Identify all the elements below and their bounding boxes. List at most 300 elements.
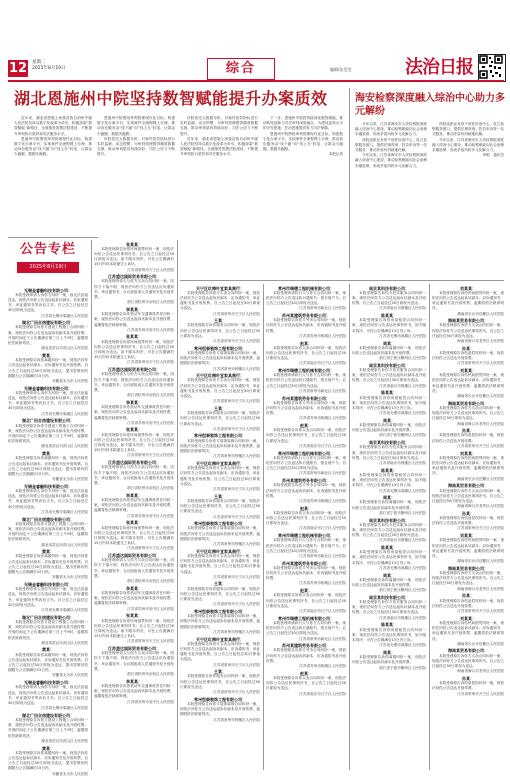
- notice-title: 无锡金睿融科技有限公司：: [24, 483, 72, 489]
- notice-body: 本院受理原告诉你民间借贷纠纷一案，现依法向你公告送达起诉状副本、应诉通知书、举证通知书及开庭传票，逾期将依法缺席判决。: [432, 290, 504, 311]
- notice-title: 张某某：: [126, 241, 142, 247]
- notice-title: 陈某某：: [381, 313, 397, 319]
- notice-body: 本院受理原告诉你方建设工程施工合同纠纷一案，现依法向你公告送达起诉状副本及开庭传票。开庭时间定于公告期满后第三日上午9时，逾期将依法缺席判决。: [8, 325, 88, 346]
- notice-body: 本院受理原告诉你民间借贷纠纷一案，现依法向你公告送达起诉状副本、应诉通知书、举证通知书及开庭传票，逾期将依法缺席判决。: [432, 620, 504, 641]
- notice-title: 江苏盛达国际贸易有限公司：: [108, 553, 160, 559]
- notice-court: 江苏省无锡市梁溪区人民法院: [41, 411, 88, 416]
- notices-column-3: [180, 284, 260, 770]
- notice-court: 湖北省武汉市洪山区人民法院: [41, 640, 88, 645]
- notice-body: 本院受理申请人诉你方纠纷一案，因无法直接送达，现依法向你公告送达起诉状副本、应诉通知书、举证通知书等诉讼文书。自公告之日起经过30日即视为送达。: [8, 685, 88, 705]
- notice-title: 江苏盛达国际贸易有限公司：: [108, 274, 160, 280]
- notice-title: 李某某：: [126, 585, 142, 591]
- notice-title: 刘某某：: [460, 450, 476, 456]
- notice-body: 本院受理原告诉你民间借贷纠纷一案，现依法向你公告送达民事判决书。自公告之日起经过30日即视为送达。如不服本判决，可在公告期满后15日内向本院递交上诉状。: [94, 339, 174, 360]
- notice-court: 湖北省武汉市洪山区人民法院: [41, 738, 88, 743]
- notice-title: 李某某：: [126, 678, 142, 684]
- newspaper-logo: 法治日报: [405, 57, 473, 78]
- notice-court: 江苏省南京市江宁区人民法院: [299, 608, 346, 613]
- column-divider: [429, 284, 430, 770]
- notice-title: 苏州某建筑劳务有限公司：: [282, 560, 330, 566]
- notice-body: 本院受理原告诉你方技术服务合同纠纷一案，现依法向你方公告送达起诉状副本及开庭传票。自公告之日起经过30日即视为送达。: [352, 445, 426, 460]
- lead-article-col4: [263, 116, 343, 276]
- notice-court: 江苏省常州市天宁区人民法院: [213, 311, 260, 316]
- notice-court: 江苏省南京市江宁区人民法院: [299, 691, 346, 696]
- notice-title: 湖北广田合信建设有限公司：: [22, 418, 74, 424]
- notice-court: 江苏省常州市新北区人民法院: [299, 388, 346, 393]
- notice-body: 本院受理原告诉你方技术服务合同纠纷一案，现依法向你方公告送达起诉状副本及开庭传票。自公告之日起经过30日即视为送达。: [352, 290, 426, 306]
- notice-title: 常州市瑞德工程机械有限公司：: [278, 533, 334, 539]
- notice-body: 本院受理原告诉你民间借贷纠纷一案，现依法向你公告送达民事判决书。自公告之日起经过30日即视为送达。如不服本判决，可在公告期满后15日内向本院递交上诉状。: [94, 525, 174, 546]
- notice-body: 本院受理申请人与你方买卖合同纠纷一案，因你方下落不明，现依法向你方公告送达应诉通知书、举证通知书、合议庭组成人员通知书及开庭传票。: [94, 372, 174, 392]
- notice-court: 江苏省常州市天宁区人民法院: [213, 662, 260, 667]
- notice-title: 孙某：: [462, 428, 474, 434]
- notice-title: 无锡金睿融科技有限公司：: [24, 287, 72, 293]
- notice-title: 天宁区红梅叶宜家具商行：: [196, 373, 244, 379]
- notice-court: 浙江省宁波市鄞州区人民法院: [379, 665, 426, 670]
- notice-title: 苏州某建筑劳务有限公司：: [282, 643, 330, 649]
- notice-body: 本院受理原告诉你民间借贷纠纷一案，现依法向你公告送达民事判决书。自公告之日起经过30日即视为送达。如不服本判决，可在公告期满后15日内向本院递交上诉状。: [94, 432, 174, 453]
- masthead: [0, 0, 510, 80]
- notice-court: 江苏省无锡市梁溪区人民法院: [41, 607, 88, 612]
- notice-body: 本院受理原告诉你方劳务合同纠纷一案，现依法向你方公告送达起诉状副本、应诉通知书及开庭传票。: [266, 648, 346, 663]
- notice-court: 江苏省无锡市梁溪区人民法院: [41, 313, 88, 318]
- notice-body: 本院受理原告诉你买卖合同纠纷一案，现依法向你公告送达民事判决书，自公告之日起经过30日即视为送达。: [266, 345, 346, 361]
- notice-body: 本院受理原告诉你方买卖合同纠纷一案，现依法向你方公告送达起诉状副本、应诉通知书、举证通知书及开庭传票。自公告之日起经过30日即视为送达。: [180, 553, 260, 574]
- notice-body: 本院受理原告诉你房屋租赁合同纠纷一案，现依法向你公告送达民事判决书，如不服本判决，可在公告期满后15日内上诉。: [352, 395, 426, 410]
- notice-title: 周某：: [383, 649, 395, 655]
- notice-title: 无锡金睿融科技有限公司：: [24, 680, 72, 686]
- notice-court: 浙江省杭州市余杭区人民法院: [127, 672, 174, 677]
- notice-court: 江苏省南京市鼓楼区人民法院: [379, 461, 426, 465]
- notice-title: 王某：: [214, 669, 226, 675]
- notice-court: 海南省海口市龙华区人民法院: [457, 339, 504, 344]
- notice-title: 王某：: [214, 405, 226, 411]
- notice-title: 海南某贸易有限公司：: [448, 648, 488, 654]
- notice-body: 本院受理原告诉你民间借贷纠纷一案，现依法向你公告送达起诉状副本、应诉通知书、举证通知书及开庭传票，逾期将依法缺席判决。: [432, 455, 504, 476]
- notice-title: 苏州某建筑劳务有限公司：: [282, 395, 330, 401]
- notice-title: 张某某：: [126, 520, 142, 526]
- notice-body: 本院受理原告诉你方买卖合同纠纷一案，现依法向你方公告送达民事判决书。自公告之日起经过30日即视为送达。: [432, 488, 504, 503]
- notice-title: 赵某：: [300, 670, 312, 676]
- paragraph: 该院选派业务骨干常驻综治中心，设立检察服务窗口，提供法律咨询、控告申诉等一站式服务，推动矛盾纠纷就地化解。: [432, 122, 504, 137]
- notice-court: 湖北省武汉市洪山区人民法院: [41, 444, 88, 449]
- notice-court: 海南省海口市龙华区人民法院: [457, 669, 504, 674]
- notice-body: 本院受理原告诉你服务合同纠纷一案，现依法向你公告送达民事判决书。自公告之日起经过30日即视为送达。: [180, 498, 260, 514]
- notice-title: 孙某：: [462, 675, 474, 681]
- masthead-rule: [8, 80, 504, 82]
- notice-body: 本院受理申请人与你方买卖合同纠纷一案，因你方下落不明，现依法向你方公告送达应诉通知书、举证通知书、合议庭组成人员通知书及开庭传票。: [94, 558, 174, 578]
- notice-court: 湖南省长沙市岳麓区人民法院: [457, 559, 504, 564]
- notice-body: 本院受理原告诉你离婚纠纷一案，现依法向你公告送达起诉状副本、应诉通知书及开庭传票。自公告之日起经过30日即视为送达，提出答辩状的期限为公告期满后15日内。: [8, 456, 88, 476]
- notice-court: 江苏省常州市新北区人民法院: [299, 636, 346, 641]
- notice-court: 湖南省长沙市岳麓区人民法院: [457, 641, 504, 646]
- notice-court: 江苏省南京市江宁区人民法院: [299, 361, 346, 366]
- notice-body: 本院受理原告诉你方劳务合同纠纷一案，现依法向你方公告送达起诉状副本、应诉通知书及开庭传票。: [266, 565, 346, 581]
- notice-court: 浙江省宁波市鄞州区人民法院: [379, 356, 426, 361]
- lead-article-col3: [180, 116, 258, 276]
- editor-credits: 编辑/张莹莹: [330, 67, 352, 72]
- paragraph: 今年以来，江苏省海安市人民检察院深度融入综治中心建设，推动检察职能向社会治理末端延伸，形成矛盾纠纷多元化解合力。: [355, 153, 427, 168]
- notice-court: 安徽省无为市人民法院: [52, 575, 88, 580]
- notice-title: 天宁区红梅叶宜家具商行：: [196, 285, 244, 291]
- notice-title: 常州恒泰装饰工程有限公司：: [194, 608, 246, 614]
- notice-body: 本院受理原告诉你离婚纠纷一案，现依法向你公告送达起诉状副本及开庭传票。: [352, 423, 426, 433]
- notice-title: 刘某某：: [460, 615, 476, 621]
- paragraph: 该院选派业务骨干常驻综治中心，设立检察服务窗口，提供法律咨询、控告申诉等一站式服务，推动矛盾纠纷就地化解。: [355, 137, 427, 153]
- notice-court: 浙江省宁波市鄞州区人民法院: [379, 510, 426, 515]
- notice-body: 本院受理原告诉你买卖合同纠纷一案，现依法向你公告送达民事判决书，自公告之日起经过30日即视为送达。: [266, 428, 346, 443]
- notice-body: 本院受理原告诉你离婚纠纷一案，现依法向你公告送达起诉状副本及开庭传票。: [352, 655, 426, 665]
- notice-body: 本院受理原告诉你民间借贷纠纷一案，现依法向你公告送达起诉状副本、应诉通知书、举证通知书及开庭传票，逾期将依法缺席判决。: [432, 538, 504, 558]
- notice-body: 本院受理原告诉你服务合同纠纷一案，现依法向你公告送达民事判决书。自公告之日起经过30日即视为送达。: [180, 674, 260, 689]
- notice-court: 江苏省常州市钟楼区人民法院: [213, 542, 260, 547]
- notice-title: 周某：: [383, 417, 395, 423]
- notice-title: 赵某：: [300, 505, 312, 511]
- notice-body: 本院受理原告诉你离婚纠纷一案，现依法向你公告送达起诉状副本、应诉通知书及开庭传票。自公告之日起经过30日即视为送达，提出答辩状的期限为公告期满后15日内。: [8, 652, 88, 673]
- notice-title: 李某某：: [126, 306, 142, 312]
- section-label: [207, 58, 275, 80]
- notice-body: 本院受理原告诉你方买卖合同纠纷一案，现依法向你方公告送达民事判决书。自公告之日起经过30日即视为送达。: [432, 405, 504, 421]
- notice-title: 李某某：: [126, 492, 142, 498]
- notice-court: 江苏省常州市天宁区人民法院: [213, 514, 260, 519]
- notice-title: 江苏盛达国际贸易有限公司：: [108, 646, 160, 652]
- notice-court: 江苏省常州市天宁区人民法院: [127, 546, 174, 551]
- notice-title: 海南某贸易有限公司：: [448, 400, 488, 406]
- notice-title: 陈某某：: [381, 467, 397, 473]
- notice-body: 本院受理原告诉你方装饰装修合同纠纷一案，现依法向你方公告送达起诉状副本及开庭传票，逾期将依法缺席判决。: [180, 526, 260, 541]
- notice-title: 江苏盛达国际贸易有限公司：: [108, 460, 160, 466]
- notice-title: 周某：: [383, 495, 395, 501]
- paragraph: 恩施州中院围绕审判管理现代化目标，构建数字化办案平台，实现案件全流程网上办理，推动诉讼服务由“线下跑”向“线上办”转变，让群众少跑腿、数据多跑路。: [263, 131, 343, 152]
- notice-title: 常州恒泰装饰工程有限公司：: [194, 433, 246, 439]
- notice-title: 海南某贸易有限公司：: [448, 483, 488, 489]
- notice-court: 海南省海口市龙华区人民法院: [457, 421, 504, 426]
- notice-court: 江苏省南京市鼓楼区人民法院: [379, 538, 426, 543]
- notice-body: 本院受理原告诉你机动车交通事故责任纠纷一案，现依法向你公告送达起诉状副本及开庭传票，逾期将依法缺席审理。: [94, 405, 174, 420]
- notice-title: 孙某：: [462, 345, 474, 351]
- notice-court: 江苏省常州市天宁区人民法院: [213, 574, 260, 579]
- lead-article-col2: [97, 116, 175, 234]
- notice-title: 湖北广田合信建设有限公司：: [22, 712, 74, 718]
- notice-title: 南京某科技有限公司：: [369, 285, 409, 291]
- notice-body: 本院受理申请执行人与你方合同纠纷一案，现依法向你方公告送达执行通知书、报告财产令。自公告之日起经过30日即视为送达。: [266, 373, 346, 388]
- notice-court: 江苏省苏州市吴中区人民法院: [127, 420, 174, 425]
- notice-body: 本院受理原告诉你离婚纠纷一案，现依法向你公告送达起诉状副本及开庭传票。: [352, 577, 426, 587]
- notice-title: 海南某贸易有限公司：: [448, 565, 488, 571]
- notice-body: 本院受理申请人诉你方纠纷一案，因无法直接送达，现依法向你公告送达起诉状副本、应诉通知书、举证通知书等诉讼文书。自公告之日起经过30日即视为送达。: [8, 587, 88, 607]
- notice-title: 天宁区红梅叶宜家具商行：: [196, 548, 244, 554]
- section-rule: [8, 237, 98, 238]
- notice-court: 江苏省无锡市滨湖区人民法院: [379, 565, 426, 570]
- notice-body: 本院受理原告诉你服务合同纠纷一案，现依法向你公告送达民事判决书。自公告之日起经过30日即视为送达。: [180, 323, 260, 338]
- paragraph: 今年以来，江苏省海安市人民检察院深度融入综治中心建设，推动检察职能向社会治理末端延伸，形成矛盾纠纷多元化解合力。: [355, 122, 427, 137]
- notice-court: 江苏省常州市天宁区人民法院: [213, 339, 260, 344]
- notice-title: 黄某：: [42, 549, 54, 555]
- notice-title: 南京某科技有限公司：: [369, 594, 409, 600]
- notice-court: 浙江省宁波市鄞州区人民法院: [379, 433, 426, 438]
- notice-court: 江苏省苏州市相城区人民法院: [299, 333, 346, 338]
- notice-court: 江苏省南京市江宁区人民法院: [299, 443, 346, 448]
- notice-title: 赵某：: [300, 588, 312, 594]
- notice-court: 湖南省长沙市岳麓区人民法院: [457, 311, 504, 316]
- side-article-col1: [355, 122, 427, 272]
- paragraph: 该院依托大数据分析，对案件质效指标进行实时监测、动态预警，为审判管理提供精准数据支撑，推动审判质效持续向好，司法公信力不断提升。: [180, 116, 258, 136]
- side-headline: 海安检察深度融入综治中心助力多元解纷: [355, 93, 505, 117]
- column-divider: [349, 284, 350, 770]
- notice-title: 张某某：: [126, 427, 142, 433]
- notice-body: 本院受理原告诉你民间借贷纠纷一案，现依法向你公告送达民事判决书。自公告之日起经过30日即视为送达。如不服本判决，可在公告期满后15日内向本院递交上诉状。: [94, 246, 174, 267]
- notice-court: 安徽省无为市人民法院: [52, 673, 88, 678]
- notice-court: 浙江省杭州市余杭区人民法院: [127, 300, 174, 305]
- notice-title: 黄某：: [42, 745, 54, 751]
- notice-title: 海南某贸易有限公司：: [448, 318, 488, 324]
- notice-body: 本院受理申请人与你方买卖合同纠纷一案，因你方下落不明，现依法向你方公告送达应诉通知书、举证通知书、合议庭组成人员通知书及开庭传票。: [94, 651, 174, 671]
- notice-body: 本院受理原告诉你服务合同纠纷一案，现依法向你公告送达民事判决书。自公告之日起经过30日即视为送达。: [180, 411, 260, 426]
- notice-body: 本院受理申请执行人与你方合同纠纷一案，现依法向你方公告送达执行通知书、报告财产令。自公告之日起经过30日即视为送达。: [266, 538, 346, 553]
- notice-court: 江苏省常州市天宁区人民法院: [213, 602, 260, 607]
- notice-court: 江苏省苏州市相城区人民法院: [299, 416, 346, 421]
- notice-title: 无锡金睿融科技有限公司：: [24, 581, 72, 587]
- notice-title: 陈某某：: [381, 622, 397, 628]
- notice-court: 江苏省常州市天宁区人民法院: [457, 361, 504, 366]
- notice-body: 本院受理原告诉你民间借贷纠纷一案，现依法向你公告送达起诉状副本、应诉通知书、举证通知书及开庭传票，逾期将依法缺席判决。: [432, 373, 504, 393]
- notice-body: 本院受理原告诉你方技术服务合同纠纷一案，现依法向你方公告送达起诉状副本及开庭传票。自公告之日起经过30日即视为送达。: [352, 368, 426, 383]
- notice-court: 江苏省苏州市相城区人民法院: [299, 498, 346, 503]
- column-divider: [263, 284, 264, 770]
- notice-body: 本院受理原告诉你离婚纠纷一案，现依法向你公告送达起诉状副本及开庭传票。: [352, 500, 426, 510]
- notice-title: 刘某某：: [460, 285, 476, 291]
- notice-court: 江苏省苏州市吴中区人民法院: [127, 606, 174, 611]
- notice-title: 天宁区红梅叶宜家具商行：: [196, 636, 244, 642]
- notices-column-6: [432, 284, 504, 770]
- side-article-col2: [432, 122, 504, 272]
- notice-body: 本院受理原告诉你方买卖合同纠纷一案，现依法向你方公告送达民事判决书。自公告之日起经过30日即视为送达。: [432, 653, 504, 669]
- notice-title: 黄某：: [42, 352, 54, 358]
- notice-court: 江苏省常州市天宁区人民法院: [127, 360, 174, 365]
- notice-court: 浙江省杭州市余杭区人民法院: [127, 579, 174, 584]
- notice-court: 江苏省常州市新北区人民法院: [299, 553, 346, 558]
- notice-court: 江苏省常州市天宁区人民法院: [213, 487, 260, 492]
- notice-title: 张某某：: [126, 334, 142, 340]
- notice-body: 本院受理原告诉你追偿权纠纷一案，现依法向你公告送达开庭传票。: [432, 433, 504, 443]
- notice-body: 本院受理原告诉你方劳务合同纠纷一案，现依法向你方公告送达起诉状副本、应诉通知书及开庭传票。: [266, 318, 346, 333]
- notice-body: 本院受理原告诉你买卖合同纠纷一案，现依法向你公告送达民事判决书，自公告之日起经过30日即视为送达。: [266, 675, 346, 691]
- notice-court: 江苏省无锡市滨湖区人民法院: [379, 411, 426, 416]
- notice-title: 常州恒泰装饰工程有限公司：: [194, 696, 246, 702]
- notice-body: 本院受理原告诉你服务合同纠纷一案，现依法向你公告送达民事判决书。自公告之日起经过30日即视为送达。: [180, 586, 260, 602]
- notice-title: 常州恒泰装饰工程有限公司：: [194, 345, 246, 351]
- notice-court: 江苏省无锡市滨湖区人民法院: [379, 488, 426, 493]
- notice-court: 江苏省南京市鼓楼区人民法院: [379, 306, 426, 311]
- notice-court: 安徽省无为市人民法院: [52, 771, 88, 776]
- notice-title: 湖北广田合信建设有限公司：: [22, 614, 74, 620]
- notice-title: 陈某某：: [381, 545, 397, 551]
- notice-body: 本院受理原告诉你方买卖合同纠纷一案，现依法向你方公告送达起诉状副本、应诉通知书、举证通知书及开庭传票。自公告之日起经过30日即视为送达。: [180, 290, 260, 311]
- notice-body: 本院受理申请人诉你方纠纷一案，因无法直接送达，现依法向你公告送达起诉状副本、应诉通知书、举证通知书等诉讼文书。自公告之日起经过30日即视为送达。: [8, 489, 88, 509]
- notice-title: 李某某：: [126, 399, 142, 405]
- notice-body: 本院受理原告诉你房屋租赁合同纠纷一案，现依法向你公告送达民事判决书，如不服本判决，可在公告期满后15日内上诉。: [352, 550, 426, 565]
- notice-court: 海南省海口市龙华区人民法院: [457, 504, 504, 509]
- notice-court: 江苏省苏州市相城区人民法院: [299, 581, 346, 586]
- notice-body: 本院受理原告诉你机动车交通事故责任纠纷一案，现依法向你公告送达起诉状副本及开庭传票，逾期将依法缺席审理。: [94, 498, 174, 513]
- notice-body: 本院受理原告诉你方建设工程施工合同纠纷一案，现依法向你公告送达起诉状副本及开庭传票。开庭时间定于公告期满后第三日上午9时，逾期将依法缺席判决。: [8, 619, 88, 640]
- notice-body: 本院受理原告诉你民间借贷纠纷一案，现依法向你公告送达民事判决书。自公告之日起经过30日即视为送达。如不服本判决，可在公告期满后15日内向本院递交上诉状。: [94, 618, 174, 639]
- notice-date: 2025年8月19日: [17, 262, 79, 273]
- notice-court: 江苏省常州市天宁区人民法院: [127, 639, 174, 644]
- notice-body: 本院受理原告诉你方买卖合同纠纷一案，现依法向你方公告送达起诉状副本、应诉通知书、举证通知书及开庭传票。自公告之日起经过30日即视为送达。: [180, 466, 260, 486]
- notice-court: 江苏省常州市天宁区人民法院: [127, 453, 174, 458]
- notice-court: 江苏省常州市天宁区人民法院: [457, 526, 504, 531]
- notice-body: 本院受理原告诉你房屋租赁合同纠纷一案，现依法向你公告送达民事判决书，如不服本判决，可在公告期满后15日内上诉。: [352, 627, 426, 642]
- lead-article-col1: [14, 116, 92, 234]
- notice-title: 湖北广田合信建设有限公司：: [22, 320, 74, 326]
- notice-title: 黄某：: [42, 647, 54, 653]
- notice-title: 苏州某建筑劳务有限公司：: [282, 478, 330, 484]
- byline: 本报记者: [328, 152, 343, 157]
- notice-court: 江苏省常州市钟楼区人民法院: [213, 366, 260, 371]
- notice-body: 本院受理原告诉你方劳务合同纠纷一案，现依法向你方公告送达起诉状副本、应诉通知书及开庭传票。: [266, 483, 346, 498]
- notice-title: 常州市瑞德工程机械有限公司：: [278, 450, 334, 456]
- notice-body: 本院受理原告诉你机动车交通事故责任纠纷一案，现依法向你公告送达起诉状副本及开庭传票，逾期将依法缺席审理。: [94, 591, 174, 606]
- notice-body: 本院受理原告诉你方装饰装修合同纠纷一案，现依法向你方公告送达起诉状副本及开庭传票，逾期将依法缺席判决。: [180, 614, 260, 629]
- notice-title: 周某：: [383, 572, 395, 578]
- notice-title: 刘某某：: [460, 368, 476, 374]
- notice-court: 海南省海口市龙华区人民法院: [457, 586, 504, 591]
- column-divider: [349, 88, 350, 268]
- notices-column-1: [8, 286, 88, 776]
- notice-body: 本院受理原告诉你机动车交通事故责任纠纷一案，现依法向你公告送达起诉状副本及开庭传票，逾期将依法缺席审理。: [94, 683, 174, 699]
- notice-body: 本院受理原告诉你方建设工程施工合同纠纷一案，现依法向你公告送达起诉状副本及开庭传票。开庭时间定于公告期满后第三日上午9时，逾期将依法缺席判决。: [8, 718, 88, 738]
- notice-body: 本院受理原告诉你方装饰装修合同纠纷一案，现依法向你方公告送达起诉状副本及开庭传票，逾期将依法缺席判决。: [180, 350, 260, 366]
- paragraph: 恩施州中院围绕审判管理现代化目标，构建数字化办案平台，实现案件全流程网上办理，推动诉讼服务由“线下跑”向“线上办”转变，让群众少跑腿、数据多跑路。: [97, 116, 175, 136]
- notices-column-4: [266, 284, 346, 770]
- notice-body: 本院受理原告诉你追偿权纠纷一案，现依法向你公告送达开庭传票。: [432, 516, 504, 526]
- notices-column-5: [352, 284, 426, 770]
- notice-body: 本院受理原告诉你方建设工程施工合同纠纷一案，现依法向你公告送达起诉状副本及开庭传票。开庭时间定于公告期满后第三日上午9时，逾期将依法缺席判决。: [8, 521, 88, 542]
- notice-body: 本院受理原告诉你方买卖合同纠纷一案，现依法向你方公告送达起诉状副本、应诉通知书、举证通知书及开庭传票。自公告之日起经过30日即视为送达。: [180, 641, 260, 662]
- notice-title: 常州恒泰装饰工程有限公司：: [194, 521, 246, 527]
- notice-court: 浙江省杭州市余杭区人民法院: [127, 486, 174, 491]
- notice-body: 本院受理原告诉你方买卖合同纠纷一案，现依法向你方公告送达民事判决书。自公告之日起经过30日即视为送达。: [432, 571, 504, 586]
- notice-court: 江苏省无锡市梁溪区人民法院: [41, 509, 88, 514]
- notice-title: 王某：: [214, 493, 226, 499]
- notice-court: 江苏省无锡市梁溪区人民法院: [41, 706, 88, 711]
- notice-title: 刘某某：: [460, 533, 476, 539]
- page-number: 12: [8, 61, 28, 76]
- notice-title: 陈某某：: [381, 390, 397, 396]
- column-divider: [91, 240, 92, 770]
- notice-title: 王某：: [214, 318, 226, 324]
- notice-body: 本院受理原告诉你方技术服务合同纠纷一案，现依法向你方公告送达起诉状副本及开庭传票。自公告之日起经过30日即视为送达。: [352, 600, 426, 615]
- notice-header: [8, 240, 88, 282]
- notice-body: 本院受理申请人与你方买卖合同纠纷一案，因你方下落不明，现依法向你方公告送达应诉通知书、举证通知书、合议庭组成人员通知书及开庭传票。: [94, 465, 174, 485]
- paragraph: 恩施州中院围绕审判管理现代化目标，构建数字化办案平台，实现案件全流程网上办理，推动诉讼服务由“线下跑”向“线上办”转变，让群众少跑腿、数据多跑路。: [14, 136, 92, 157]
- notice-body: 本院受理申请执行人与你方合同纠纷一案，现依法向你方公告送达执行通知书、报告财产令。自公告之日起经过30日即视为送达。: [266, 290, 346, 306]
- notice-title: 张某某：: [126, 613, 142, 619]
- notice-body: 本院受理原告诉你房屋租赁合同纠纷一案，现依法向你公告送达民事判决书，如不服本判决，可在公告期满后15日内上诉。: [352, 318, 426, 333]
- notice-title: 孙某：: [462, 510, 474, 516]
- notice-body: 本院受理申请执行人与你方合同纠纷一案，现依法向你方公告送达执行通知书、报告财产令。自公告之日起经过30日即视为送达。: [266, 455, 346, 471]
- notice-court: 湖南省长沙市岳麓区人民法院: [457, 394, 504, 399]
- qr-code-icon[interactable]: [478, 54, 506, 82]
- notice-court: 江苏省苏州市吴中区人民法院: [127, 699, 174, 704]
- notice-body: 本院受理原告诉你方装饰装修合同纠纷一案，现依法向你方公告送达起诉状副本及开庭传票，逾期将依法缺席判决。: [180, 438, 260, 454]
- notice-court: 浙江省宁波市鄞州区人民法院: [379, 588, 426, 593]
- notice-body: 本院受理原告诉你房屋租赁合同纠纷一案，现依法向你公告送达民事判决书，如不服本判决，可在公告期满后15日内上诉。: [352, 472, 426, 488]
- lead-headline: 湖北恩施州中院坚持数智赋能提升办案质效: [14, 89, 328, 108]
- notice-court: 江苏省常州市钟楼区人民法院: [213, 717, 260, 722]
- notice-court: 安徽省无为市人民法院: [52, 378, 88, 383]
- notice-title: 南京某科技有限公司：: [369, 440, 409, 446]
- notice-body: 本院受理原告诉你追偿权纠纷一案，现依法向你公告送达开庭传票。: [432, 350, 504, 361]
- notice-body: 本院受理原告诉你方技术服务合同纠纷一案，现依法向你方公告送达起诉状副本及开庭传票。自公告之日起经过30日即视为送达。: [352, 522, 426, 538]
- notice-body: 本院受理申请人诉你方纠纷一案，因无法直接送达，现依法向你公告送达起诉状副本、应诉通知书、举证通知书等诉讼文书。自公告之日起经过30日即视为送达。: [8, 292, 88, 313]
- notice-court: 江苏省常州市天宁区人民法院: [213, 690, 260, 695]
- notice-title: 江苏盛达国际贸易有限公司：: [108, 367, 160, 373]
- notice-court: 江苏省常州市钟楼区人民法院: [213, 629, 260, 634]
- notice-body: 本院受理原告诉你方建设工程施工合同纠纷一案，现依法向你公告送达起诉状副本及开庭传票。开庭时间定于公告期满后第三日上午9时，逾期将依法缺席判决。: [8, 423, 88, 444]
- notice-court: 江苏省无锡市滨湖区人民法院: [379, 643, 426, 648]
- notice-court: 江苏省常州市天宁区人民法院: [213, 426, 260, 431]
- notice-body: 本院受理原告诉你离婚纠纷一案，现依法向你公告送达起诉状副本、应诉通知书及开庭传票。自公告之日起经过30日即视为送达，提出答辩状的期限为公告期满后15日内。: [8, 358, 88, 378]
- notice-body: 本院受理原告诉你方买卖合同纠纷一案，现依法向你方公告送达起诉状副本、应诉通知书、举证通知书及开庭传票。自公告之日起经过30日即视为送达。: [180, 378, 260, 399]
- notice-title: 王某：: [214, 581, 226, 587]
- notice-court: 江苏省苏州市相城区人民法院: [299, 664, 346, 669]
- issue-date: [32, 60, 66, 72]
- notice-body: 本院受理原告诉你机动车交通事故责任纠纷一案，现依法向你公告送达起诉状副本及开庭传票，逾期将依法缺席审理。: [94, 312, 174, 327]
- column-divider: [177, 240, 178, 770]
- paragraph: 近年来，湖北省恩施土家族苗族自治州中级人民法院坚持以数字化改革为牵引，积极探索“数智赋能”新路径，全面推进智慧法院建设，不断提升审判执行质效和司法服务水平。: [180, 136, 258, 157]
- notice-court: 湖北省武汉市洪山区人民法院: [41, 346, 88, 351]
- notice-body: 本院受理原告诉你离婚纠纷一案，现依法向你公告送达起诉状副本及开庭传票。: [352, 345, 426, 355]
- weekday: 星期二: [32, 60, 46, 65]
- notice-body: 本院受理原告诉你追偿权纠纷一案，现依法向你公告送达开庭传票。: [432, 681, 504, 691]
- notice-court: 江苏省常州市新北区人民法院: [299, 306, 346, 311]
- notice-court: 江苏省南京市鼓楼区人民法院: [379, 383, 426, 388]
- notice-title: 无锡金睿融科技有限公司：: [24, 385, 72, 391]
- notice-court: 江苏省苏州市吴中区人民法院: [127, 513, 174, 518]
- date: 2025年8月19日: [32, 66, 66, 71]
- notice-court: 江苏省常州市天宁区人民法院: [127, 267, 174, 272]
- notice-title: 常州市瑞德工程机械有限公司：: [278, 285, 334, 291]
- notice-title: 赵某：: [300, 340, 312, 346]
- notice-court: 江苏省南京市鼓楼区人民法院: [379, 615, 426, 620]
- notice-court: 江苏省南京市江宁区人民法院: [299, 526, 346, 531]
- notice-court: 湖北省武汉市洪山区人民法院: [41, 542, 88, 547]
- notice-title: 苏州某建筑劳务有限公司：: [282, 313, 330, 319]
- notice-title: 公告专栏: [19, 242, 76, 257]
- byline: 李明 通讯员: [482, 153, 504, 158]
- notice-body: 本院受理原告诉你方买卖合同纠纷一案，现依法向你方公告送达民事判决书。自公告之日起经过30日即视为送达。: [432, 323, 504, 338]
- notice-body: 本院受理原告诉你追偿权纠纷一案，现依法向你公告送达开庭传票。: [432, 598, 504, 608]
- notice-court: 江苏省常州市新北区人民法院: [299, 471, 346, 476]
- notice-body: 本院受理原告诉你买卖合同纠纷一案，现依法向你公告送达民事判决书，自公告之日起经过30日即视为送达。: [266, 510, 346, 526]
- notice-body: 本院受理原告诉你方劳务合同纠纷一案，现依法向你方公告送达起诉状副本、应诉通知书及开庭传票。: [266, 400, 346, 416]
- notice-court: 江苏省常州市天宁区人民法院: [213, 399, 260, 404]
- notice-body: 本院受理申请人诉你方纠纷一案，因无法直接送达，现依法向你公告送达起诉状副本、应诉通知书、举证通知书等诉讼文书。自公告之日起经过30日即视为送达。: [8, 390, 88, 411]
- notice-title: 黄某：: [42, 451, 54, 457]
- notice-body: 本院受理原告诉你离婚纠纷一案，现依法向你公告送达起诉状副本、应诉通知书及开庭传票。自公告之日起经过30日即视为送达，提出答辩状的期限为公告期满后15日内。: [8, 554, 88, 575]
- notice-title: 天宁区红梅叶宜家具商行：: [196, 461, 244, 466]
- notice-court: 安徽省无为市人民法院: [52, 477, 88, 482]
- notice-title: 南京某科技有限公司：: [369, 362, 409, 368]
- notice-body: 本院受理原告诉你方装饰装修合同纠纷一案，现依法向你方公告送达起诉状副本及开庭传票，逾期将依法缺席判决。: [180, 701, 260, 717]
- notice-title: 湖北广田合信建设有限公司：: [22, 516, 74, 522]
- notice-court: 江苏省常州市天宁区人民法院: [457, 443, 504, 448]
- paragraph: 近年来，湖北省恩施土家族苗族自治州中级人民法院坚持以数字化改革为牵引，积极探索“数智赋能”新路径，全面推进智慧法院建设，不断提升审判执行质效和司法服务水平。: [14, 116, 92, 136]
- section-rule: [180, 280, 504, 281]
- notice-title: 周某：: [383, 340, 395, 346]
